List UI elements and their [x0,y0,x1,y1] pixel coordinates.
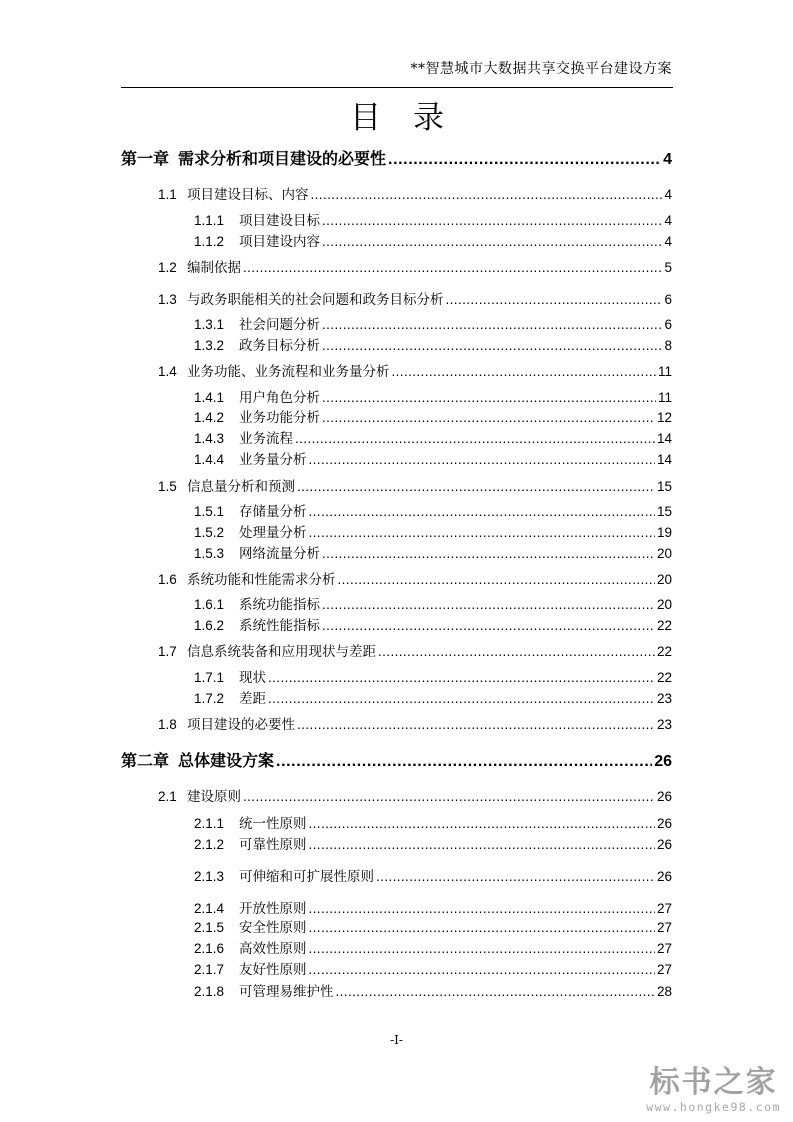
toc-leader-dots [309,836,655,854]
toc-leader-dots [268,690,655,708]
toc-entry-page: 19 [656,525,672,540]
toc-entry[interactable] [194,212,672,230]
toc-leader-dots [243,259,662,277]
toc-entry-number: 第一章 [121,149,170,168]
toc-entry-page: 22 [656,670,672,685]
toc-entry-page: 5 [664,260,672,275]
toc-entry[interactable] [158,788,672,806]
toc-entry[interactable] [158,291,672,309]
toc-entry-title: 业务量分析 [239,452,307,468]
toc-entry[interactable] [194,868,672,886]
toc-entry-number: 2.1.5 [194,920,225,935]
toc-entry-page: 23 [656,717,672,732]
toc-entry-title: 需求分析和项目建设的必要性 [178,149,387,168]
toc-entry-number: 1.1.2 [194,234,225,249]
toc-entry-title: 业务功能、业务流程和业务量分析 [187,364,390,380]
toc-entry-number: 2.1.3 [194,869,225,884]
toc-entry[interactable] [194,409,672,427]
toc-leader-dots [388,150,661,170]
toc-entry-page: 22 [656,618,672,633]
toc-leader-dots [311,186,663,204]
toc-leader-dots [309,900,655,918]
toc-entry-title: 社会问题分析 [239,317,320,333]
toc-entry[interactable] [194,836,672,854]
toc-entry[interactable] [194,900,672,918]
toc-leader-dots [336,983,655,1001]
toc-entry-title: 项目建设目标、内容 [187,187,309,203]
toc-entry-number: 1.5 [158,479,177,494]
toc-entry-title: 项目建设的必要性 [187,717,295,733]
toc-entry-title: 处理量分析 [239,525,307,541]
toc-leader-dots [322,545,655,563]
toc-entry-title: 可靠性原则 [239,837,307,853]
toc-leader-dots [322,316,662,334]
toc-leader-dots [268,669,655,687]
toc-entry-page: 23 [656,691,672,706]
toc-entry-title: 政务目标分析 [239,338,320,354]
toc-entry[interactable] [158,186,672,204]
toc-entry-title: 存储量分析 [239,504,307,520]
toc-entry-number: 1.7.2 [194,691,225,706]
toc-entry[interactable] [158,478,672,496]
toc-entry-number: 1.7.1 [194,670,225,685]
toc-entry-number: 第二章 [121,751,170,770]
toc-entry-number: 1.1.1 [194,213,225,228]
watermark-name: 标书之家 [649,1065,778,1100]
toc-entry-title: 安全性原则 [239,920,307,936]
toc-title: 目录 [350,100,476,136]
toc-entry-page: 14 [656,452,672,467]
toc-entry[interactable] [121,149,672,170]
toc-entry-title: 信息量分析和预测 [187,479,295,495]
toc-entry-page: 12 [656,410,672,425]
toc-entry-number: 1.5.3 [194,546,225,561]
toc-entry[interactable] [194,690,672,708]
toc-leader-dots [295,430,655,448]
toc-entry[interactable] [194,316,672,334]
toc-entry[interactable] [194,545,672,563]
toc-entry-title: 统一性原则 [239,816,307,832]
toc-entry[interactable] [158,363,672,381]
toc-leader-dots [309,961,655,979]
toc-entry-page: 15 [656,504,672,519]
toc-leader-dots [338,571,655,589]
toc-entry-page: 20 [656,572,672,587]
toc-entry-page: 20 [656,546,672,561]
toc-entry-title: 项目建设目标 [239,213,320,229]
toc-entry[interactable] [121,751,672,772]
toc-entry-number: 1.6.1 [194,597,225,612]
toc-entry-number: 2.1.2 [194,837,225,852]
toc-entry-number: 2.1.6 [194,941,225,956]
toc-leader-dots [276,752,652,772]
toc-entry-number: 1.3.2 [194,338,225,353]
toc-leader-dots [297,478,655,496]
toc-leader-dots [309,524,655,542]
toc-entry-page: 6 [664,292,672,307]
toc-entry-number: 2.1.7 [194,962,225,977]
toc-entry-title: 网络流量分析 [239,546,320,562]
toc-entry-page: 22 [656,644,672,659]
toc-entry-title: 系统功能指标 [239,597,320,613]
toc-entry-title: 友好性原则 [239,962,307,978]
toc-entry-page: 27 [656,901,672,916]
toc-leader-dots [297,716,655,734]
toc-entry[interactable] [158,643,672,661]
toc-leader-dots [243,788,655,806]
toc-leader-dots [309,940,655,958]
toc-entry-number: 1.5.1 [194,504,225,519]
toc-entry-title: 高效性原则 [239,941,307,957]
toc-entry[interactable] [194,389,672,407]
page-number: -I- [390,1033,403,1047]
toc-entry[interactable] [194,524,672,542]
toc-leader-dots [378,643,655,661]
toc-entry-title: 差距 [239,691,266,707]
toc-leader-dots [322,233,662,251]
toc-entry-page: 27 [656,920,672,935]
toc-entry-title: 与政务职能相关的社会问题和政务目标分析 [187,292,444,308]
toc-entry-title: 可管理易维护性 [239,984,334,1000]
toc-entry[interactable] [194,617,672,635]
toc-entry-number: 2.1.4 [194,901,225,916]
toc-entry-number: 1.4.3 [194,431,225,446]
toc-entry-page: 26 [656,789,672,804]
toc-entry[interactable] [194,451,672,469]
toc-entry-page: 26 [654,753,672,770]
toc-entry-page: 4 [663,151,672,168]
toc-entry-number: 1.4.2 [194,410,225,425]
toc-entry-page: 6 [664,317,672,332]
toc-entry-page: 27 [656,962,672,977]
toc-leader-dots [309,815,655,833]
toc-entry-page: 4 [664,234,672,249]
watermark-logo [646,1066,781,1114]
toc-entry-page: 27 [656,941,672,956]
toc-entry-title: 信息系统装备和应用现状与差距 [187,644,376,660]
toc-entry-number: 2.1.8 [194,984,225,999]
toc-leader-dots [322,212,662,230]
toc-leader-dots [322,409,655,427]
toc-entry-page: 26 [656,869,672,884]
toc-entry-title: 业务流程 [239,431,293,447]
watermark-url: www.hongke98.com [646,1100,781,1114]
toc-entry-page: 4 [664,213,672,228]
toc-entry-title: 总体建设方案 [178,751,275,770]
toc-entry-number: 1.4.4 [194,452,225,467]
toc-entry[interactable] [158,571,672,589]
toc-entry[interactable] [194,430,672,448]
toc-leader-dots [322,617,655,635]
toc-entry[interactable] [158,716,672,734]
toc-entry[interactable] [194,337,672,355]
toc-leader-dots [392,363,656,381]
toc-leader-dots [322,337,662,355]
toc-entry-title: 编制依据 [187,260,241,276]
toc-leader-dots [322,389,656,407]
toc-entry-number: 1.8 [158,717,177,732]
toc-entry[interactable] [158,259,672,277]
toc-entry-page: 4 [664,187,672,202]
toc-entry-title: 可伸缩和可扩展性原则 [239,869,374,885]
toc-entry-title: 业务功能分析 [239,410,320,426]
toc-leader-dots [309,919,655,937]
toc-entry-page: 8 [664,338,672,353]
toc-entry-page: 15 [656,479,672,494]
toc-entry-title: 系统功能和性能需求分析 [187,572,336,588]
toc-entry-number: 1.4 [158,364,177,379]
toc-entry-page: 11 [657,364,672,379]
toc-entry-page: 11 [657,390,672,405]
toc-entry-title: 用户角色分析 [239,390,320,406]
toc-leader-dots [309,503,655,521]
toc-entry-title: 系统性能指标 [239,618,320,634]
toc-entry-number: 2.1 [158,789,177,804]
toc-leader-dots [322,596,655,614]
toc-entry[interactable] [194,919,672,937]
toc-entry-number: 1.6 [158,572,177,587]
toc-entry-page: 14 [656,431,672,446]
toc-entry-number: 1.3.1 [194,317,225,332]
toc-entry-title: 建设原则 [187,789,241,805]
toc-entry-title: 现状 [239,670,266,686]
toc-entry-number: 2.1.1 [194,816,225,831]
toc-entry[interactable] [194,940,672,958]
toc-entry-number: 1.5.2 [194,525,225,540]
running-header: **智慧城市大数据共享交换平台建设方案 [410,61,672,77]
toc-entry-page: 26 [656,837,672,852]
toc-entry[interactable] [194,815,672,833]
toc-entry[interactable] [194,669,672,687]
toc-entry[interactable] [194,596,672,614]
toc-entry-page: 20 [656,597,672,612]
toc-entry-number: 1.7 [158,644,177,659]
toc-leader-dots [309,451,655,469]
toc-entry-page: 26 [656,816,672,831]
toc-entry-title: 项目建设内容 [239,234,320,250]
toc-entry[interactable] [194,233,672,251]
toc-entry-page: 28 [656,984,672,999]
toc-entry-number: 1.6.2 [194,618,225,633]
toc-leader-dots [446,291,663,309]
toc-entry[interactable] [194,961,672,979]
toc-entry[interactable] [194,503,672,521]
header-rule [121,87,673,88]
toc-entry-number: 1.3 [158,292,177,307]
toc-entry-number: 1.4.1 [194,390,225,405]
toc-entry[interactable] [194,983,672,1001]
toc-entry-number: 1.1 [158,187,177,202]
toc-entry-number: 1.2 [158,260,177,275]
toc-leader-dots [376,868,655,886]
toc-entry-title: 开放性原则 [239,901,307,917]
